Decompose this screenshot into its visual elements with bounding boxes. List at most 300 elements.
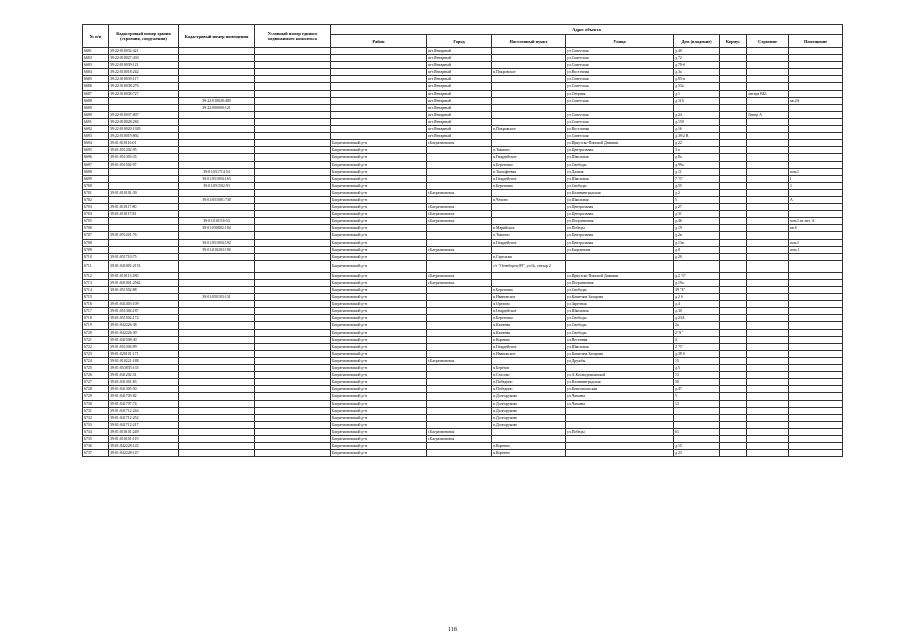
table-row — [83, 48, 843, 55]
cell-num: 6719 — [83, 322, 109, 329]
cell-city — [427, 260, 492, 272]
cell-district: Багратионовский р-н — [331, 253, 427, 260]
cell-room — [789, 379, 843, 386]
cell-district: Багратионовский р-н — [331, 287, 427, 294]
table-row — [83, 232, 843, 239]
cell-city: г.Багратионовск — [427, 357, 492, 364]
cell-street: ул.Пограничная — [566, 279, 674, 286]
cell-building — [747, 196, 789, 203]
cell-city: пгт.Янтарный — [427, 48, 492, 55]
cell-num: 6714 — [83, 287, 109, 294]
cell-street: ул.Восточная — [566, 69, 674, 76]
table-row — [83, 83, 843, 90]
cell-district: Багратионовский р-н — [331, 147, 427, 154]
cell-num: 6687 — [83, 90, 109, 97]
cell-cond-num — [255, 260, 331, 272]
table-row — [83, 76, 843, 83]
cell-city: пгт.Янтарный — [427, 133, 492, 140]
cell-city — [427, 386, 492, 393]
cell-house: д.8 — [674, 246, 720, 253]
cell-num: 6716 — [83, 301, 109, 308]
cell-district: Багратионовский р-н — [331, 379, 427, 386]
cell-korpus — [720, 225, 747, 232]
cell-building — [747, 435, 789, 442]
cell-house: д.16 — [674, 126, 720, 133]
cell-locality: п.Гвардейское — [492, 239, 566, 246]
cell-locality — [492, 76, 566, 83]
cell-cad-building: 39:01:041508:40 — [109, 336, 179, 343]
cell-num: 6710 — [83, 253, 109, 260]
cell-room — [789, 111, 843, 118]
cell-cond-num — [255, 379, 331, 386]
cell-room — [789, 260, 843, 272]
cell-building — [747, 301, 789, 308]
table-row — [83, 322, 843, 329]
cell-locality — [492, 62, 566, 69]
cell-district: Багратионовский р-н — [331, 336, 427, 343]
table-row — [83, 189, 843, 196]
cell-street: ул.Центральная — [566, 239, 674, 246]
cell-street: ул.Советская — [566, 83, 674, 90]
cell-korpus — [720, 246, 747, 253]
cell-cad-building: 39:01:041001:2153 — [109, 260, 179, 272]
cell-cad-room — [179, 126, 255, 133]
cell-street: ул.Советская — [566, 62, 674, 69]
cell-street: ул.Иркутско-Пинской Дивизии — [566, 272, 674, 279]
cell-room — [789, 62, 843, 69]
cell-room — [789, 133, 843, 140]
cell-district: Багратионовский р-н — [331, 407, 427, 414]
cell-cond-num — [255, 147, 331, 154]
cell-room — [789, 294, 843, 301]
cell-cad-room — [179, 147, 255, 154]
cell-district — [331, 111, 427, 118]
cell-house: 15 — [674, 357, 720, 364]
cell-cad-room: 39:01:051001:730 — [179, 196, 255, 203]
cell-city: пгт.Янтарный — [427, 118, 492, 125]
cell-room — [789, 104, 843, 111]
cell-locality — [492, 204, 566, 211]
cell-city — [427, 350, 492, 357]
cell-building — [747, 421, 789, 428]
table-row — [83, 365, 843, 372]
cell-korpus — [720, 253, 747, 260]
table-row — [83, 118, 843, 125]
cell-city — [427, 450, 492, 457]
cell-korpus — [720, 372, 747, 379]
cell-cad-room — [179, 357, 255, 364]
cell-street: ул.Советская — [566, 118, 674, 125]
cell-district — [331, 69, 427, 76]
cell-cad-room: 39:01:010203:190 — [179, 246, 255, 253]
cell-building — [747, 232, 789, 239]
cell-locality — [492, 435, 566, 442]
cell-city: г.Багратионовск — [427, 211, 492, 218]
cell-cond-num — [255, 111, 331, 118]
cell-room — [789, 232, 843, 239]
cell-city: г.Багратионовск — [427, 246, 492, 253]
cell-district: Багратионовский р-н — [331, 211, 427, 218]
cell-room — [789, 161, 843, 168]
cell-cond-num — [255, 400, 331, 407]
cell-city — [427, 336, 492, 343]
header-address-group: Адрес объекта — [331, 25, 843, 35]
cell-korpus — [720, 83, 747, 90]
cell-street: ул.Советская — [566, 133, 674, 140]
cell-korpus — [720, 301, 747, 308]
cell-korpus — [720, 126, 747, 133]
cell-cad-room — [179, 407, 255, 414]
cell-num: 6737 — [83, 450, 109, 457]
cell-korpus — [720, 287, 747, 294]
cell-cond-num — [255, 253, 331, 260]
cell-street — [566, 443, 674, 450]
cell-house: 39 "Б" — [674, 287, 720, 294]
cell-room — [789, 76, 843, 83]
cell-building — [747, 55, 789, 62]
cell-street: ул.Капитана Захарова — [566, 294, 674, 301]
cell-district: Багратионовский р-н — [331, 393, 427, 400]
cell-korpus — [720, 443, 747, 450]
cell-street — [566, 365, 674, 372]
cell-district: Багратионовский р-н — [331, 182, 427, 189]
cell-house: д.2 — [674, 189, 720, 196]
cell-num: 6723 — [83, 350, 109, 357]
cell-room — [789, 407, 843, 414]
cell-cad-building — [109, 218, 179, 225]
cell-cond-num — [255, 421, 331, 428]
cell-cad-room: 39:01:010116:53 — [179, 218, 255, 225]
cell-street: ул.Школьная — [566, 308, 674, 315]
cell-cad-building — [109, 225, 179, 232]
cell-house: д.99а — [674, 161, 720, 168]
cell-num: 6692 — [83, 126, 109, 133]
cell-city — [427, 154, 492, 161]
cell-num: 6708 — [83, 239, 109, 246]
cell-house: д.72 — [674, 55, 720, 62]
cell-building — [747, 279, 789, 286]
cell-cad-room — [179, 211, 255, 218]
cell-cond-num — [255, 372, 331, 379]
cell-street — [566, 421, 674, 428]
cell-locality: п.Стрельня — [492, 253, 566, 260]
cell-house: 3 а — [674, 147, 720, 154]
cell-city — [427, 196, 492, 203]
cell-street: ул.Советская — [566, 111, 674, 118]
cell-house: д.150 — [674, 118, 720, 125]
cell-korpus — [720, 272, 747, 279]
cell-cad-room: 39:22:000000:121 — [179, 104, 255, 111]
table-row — [83, 147, 843, 154]
cell-cad-room — [179, 90, 255, 97]
cell-cad-room — [179, 279, 255, 286]
cell-cad-room — [179, 379, 255, 386]
cell-street: ул.Капитана Захарова — [566, 350, 674, 357]
table-row — [83, 308, 843, 315]
cell-cad-building: 39:22:010037:807 — [109, 111, 179, 118]
cell-room — [789, 428, 843, 435]
cell-korpus — [720, 435, 747, 442]
cell-cond-num — [255, 104, 331, 111]
cell-room — [789, 211, 843, 218]
cell-street: ул.Свободы — [566, 182, 674, 189]
cell-house: д.13в — [674, 239, 720, 246]
cell-num: 6689 — [83, 104, 109, 111]
cell-num: 6712 — [83, 272, 109, 279]
cell-house: д.2 "б" — [674, 272, 720, 279]
cell-building — [747, 48, 789, 55]
cell-cad-room: 39:22:010020:489 — [179, 97, 255, 104]
cell-room — [789, 357, 843, 364]
cell-cad-building: 39:01:010116:01 — [109, 140, 179, 147]
cell-building — [747, 104, 789, 111]
cell-locality: п.Чехово — [492, 196, 566, 203]
cell-locality: п.Каменка — [492, 329, 566, 336]
cell-cad-room — [179, 372, 255, 379]
cell-district: Багратионовский р-н — [331, 272, 427, 279]
cell-locality: п.Покровское — [492, 126, 566, 133]
cell-city — [427, 239, 492, 246]
cell-room — [789, 336, 843, 343]
header-building: Строение — [747, 35, 789, 48]
cell-city: пгт.Янтарный — [427, 97, 492, 104]
cell-korpus — [720, 154, 747, 161]
cell-cond-num — [255, 62, 331, 69]
cell-cond-num — [255, 435, 331, 442]
cell-cond-num — [255, 315, 331, 322]
cell-cond-num — [255, 175, 331, 182]
cell-street — [566, 407, 674, 414]
cell-cad-building: 39:01:041202:31 — [109, 372, 179, 379]
cell-district — [331, 126, 427, 133]
table-row — [83, 407, 843, 414]
cell-cad-room — [179, 393, 255, 400]
cell-district: Багратионовский р-н — [331, 246, 427, 253]
table-row — [83, 225, 843, 232]
cell-locality: п.Березовка — [492, 287, 566, 294]
cell-cad-room — [179, 111, 255, 118]
cell-district: Багратионовский р-н — [331, 218, 427, 225]
cell-street — [566, 104, 674, 111]
cell-korpus — [720, 133, 747, 140]
cell-cad-building — [109, 182, 179, 189]
table-row — [83, 350, 843, 357]
cell-room: пом.I из лит. А — [789, 218, 843, 225]
cell-district: Багратионовский р-н — [331, 204, 427, 211]
cell-house: 4 — [674, 336, 720, 343]
cell-num: 6735 — [83, 435, 109, 442]
cell-locality: п.Долгоруково — [492, 393, 566, 400]
cell-street: ул.Школьная — [566, 343, 674, 350]
cell-num: 6736 — [83, 443, 109, 450]
cell-district: Багратионовский р-н — [331, 279, 427, 286]
cell-house: 7 "б" — [674, 175, 720, 182]
cell-cad-room — [179, 272, 255, 279]
cell-building — [747, 428, 789, 435]
cell-city — [427, 315, 492, 322]
cell-building — [747, 450, 789, 457]
table-row — [83, 154, 843, 161]
table-row — [83, 168, 843, 175]
cell-cad-building: 39:22:010027:430 — [109, 55, 179, 62]
cell-room — [789, 400, 843, 407]
table-row — [83, 239, 843, 246]
cell-korpus — [720, 69, 747, 76]
cell-street: ул.Советская — [566, 97, 674, 104]
cell-locality: п.Долгоруково — [492, 407, 566, 414]
cell-cad-room — [179, 48, 255, 55]
table-row — [83, 260, 843, 272]
cell-locality: п.Березовка — [492, 315, 566, 322]
cell-city — [427, 253, 492, 260]
cell-korpus — [720, 343, 747, 350]
cell-cad-building: 39:01:010101:119 — [109, 435, 179, 442]
cell-city: пгт.Янтарный — [427, 76, 492, 83]
cell-cond-num — [255, 196, 331, 203]
cell-house: д.79-б — [674, 62, 720, 69]
cell-korpus — [720, 357, 747, 364]
cell-house: д.31 — [674, 211, 720, 218]
table-row — [83, 421, 843, 428]
cell-cond-num — [255, 182, 331, 189]
cell-house: 5 — [674, 196, 720, 203]
cell-cond-num — [255, 393, 331, 400]
cell-city: г.Багратионовск — [427, 218, 492, 225]
cell-house: д.38 б — [674, 350, 720, 357]
cell-room — [789, 140, 843, 147]
cell-house: д.23 — [674, 450, 720, 457]
cell-city — [427, 400, 492, 407]
cell-cad-building: 39:01:042228:147 — [109, 450, 179, 457]
page-number: 118 — [448, 627, 457, 633]
table-row — [83, 336, 843, 343]
cell-num: 6724 — [83, 357, 109, 364]
cell-district — [331, 90, 427, 97]
cell-locality — [492, 90, 566, 97]
cell-cad-room — [179, 428, 255, 435]
cell-korpus — [720, 407, 747, 414]
cell-city: г.Багратионовск — [427, 272, 492, 279]
cell-room — [789, 287, 843, 294]
cell-cad-room — [179, 69, 255, 76]
header-street: Улица — [566, 35, 674, 48]
cell-cad-room — [179, 133, 255, 140]
cell-room — [789, 189, 843, 196]
cell-house: д.27 — [674, 204, 720, 211]
cell-room — [789, 118, 843, 125]
cell-room — [789, 322, 843, 329]
cell-cad-building: 39:01:041712:217 — [109, 421, 179, 428]
cell-num: 6707 — [83, 232, 109, 239]
cell-locality: п.Березовка — [492, 161, 566, 168]
cell-locality: п.Гвардейское — [492, 343, 566, 350]
cell-house: д.46 — [674, 218, 720, 225]
cell-building — [747, 133, 789, 140]
cell-street: ул.Победы — [566, 428, 674, 435]
cell-cad-building: 39:01:010221:188 — [109, 357, 179, 364]
table-row — [83, 343, 843, 350]
cell-district: Багратионовский р-н — [331, 414, 427, 421]
cell-num: 6685 — [83, 76, 109, 83]
cell-district: Багратионовский р-н — [331, 315, 427, 322]
cell-locality — [492, 104, 566, 111]
cell-house: д.2 б — [674, 294, 720, 301]
cell-num: 6697 — [83, 161, 109, 168]
cell-house: 12 — [674, 400, 720, 407]
table-row — [83, 161, 843, 168]
cell-cond-num — [255, 343, 331, 350]
table-row — [83, 246, 843, 253]
cell-cad-building — [109, 97, 179, 104]
cell-building — [747, 175, 789, 182]
header-locality: Населенный пункт — [492, 35, 566, 48]
cell-street: ул.Озерная — [566, 90, 674, 97]
cell-cad-building: 39:01:041712:252 — [109, 414, 179, 421]
cell-cad-room — [179, 329, 255, 336]
cell-street: ул.Советская — [566, 48, 674, 55]
cell-locality — [492, 428, 566, 435]
cell-district: Багратионовский р-н — [331, 329, 427, 336]
cell-num: 6701 — [83, 189, 109, 196]
cell-cad-room — [179, 76, 255, 83]
cell-building — [747, 322, 789, 329]
cell-building — [747, 246, 789, 253]
cell-korpus — [720, 414, 747, 421]
cell-building: Литер А — [747, 111, 789, 118]
cell-cond-num — [255, 336, 331, 343]
cell-cad-room — [179, 400, 255, 407]
cell-street — [566, 435, 674, 442]
header-city: Город — [427, 35, 492, 48]
cell-street: ул.Заречная — [566, 301, 674, 308]
cell-num: 6727 — [83, 379, 109, 386]
cell-room: I — [789, 175, 843, 182]
cell-num: 6702 — [83, 196, 109, 203]
cell-num: 6693 — [83, 133, 109, 140]
cell-cad-building — [109, 168, 179, 175]
cell-street: ул.Чапаева — [566, 393, 674, 400]
cell-cond-num — [255, 118, 331, 125]
cell-num: 6690 — [83, 111, 109, 118]
cell-korpus — [720, 379, 747, 386]
table-row — [83, 450, 843, 457]
table-row — [83, 279, 843, 286]
cell-locality: п.Каменка — [492, 322, 566, 329]
cell-korpus — [720, 104, 747, 111]
cell-korpus — [720, 55, 747, 62]
cell-cad-building: 39:01:051304:187 — [109, 308, 179, 315]
cell-cad-room — [179, 386, 255, 393]
cell-num: 6718 — [83, 315, 109, 322]
cell-room — [789, 443, 843, 450]
cell-cad-building: 39:01:010113:180 — [109, 272, 179, 279]
cell-city: пгт.Янтарный — [427, 83, 492, 90]
cell-room — [789, 83, 843, 90]
cell-korpus — [720, 62, 747, 69]
cell-korpus — [720, 168, 747, 175]
cell-building — [747, 260, 789, 272]
cell-num: 6729 — [83, 393, 109, 400]
cell-locality: п.Долгоруково — [492, 414, 566, 421]
cell-city: пгт.Янтарный — [427, 126, 492, 133]
cell-cond-num — [255, 48, 331, 55]
cell-num: 6732 — [83, 414, 109, 421]
cell-district: Багратионовский р-н — [331, 140, 427, 147]
cell-house: д.24 — [674, 111, 720, 118]
cell-cad-building — [109, 175, 179, 182]
cell-city — [427, 379, 492, 386]
cell-building — [747, 69, 789, 76]
